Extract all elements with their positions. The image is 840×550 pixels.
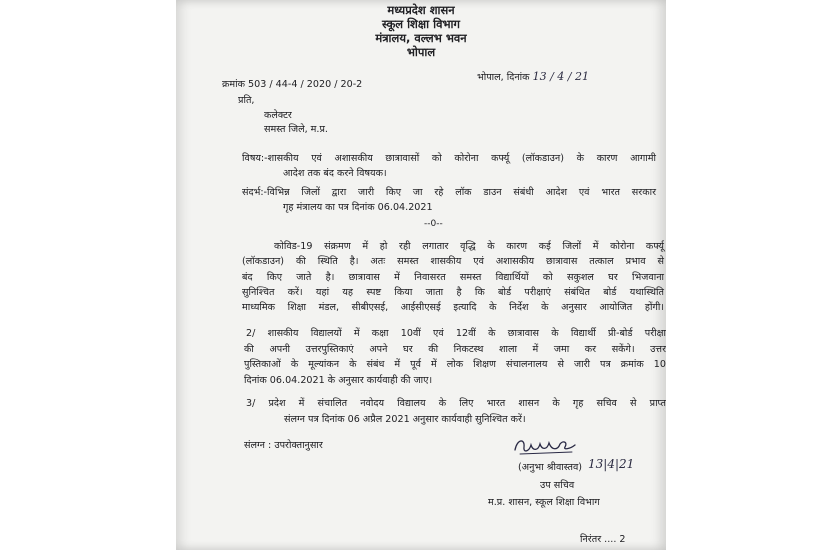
letterhead-department: स्कूल शिक्षा विभाग (381, 17, 461, 31)
signature-date: 13|4|21 (588, 457, 635, 471)
para1-line: सुनिश्चित करें। यहां यह स्पष्ट किया जाता है कि बोर्ड परीक्षाएं संबंधित बोर्ड यथास्थिति (242, 287, 664, 298)
continued-marker: निरंतर .... 2 (580, 534, 626, 545)
para1-line: कोविड-19 संक्रमण में हो रही लगातार वृद्धि के कारण कई जिलों में कोरोना कर्फ्यू (274, 241, 664, 252)
place-date (477, 71, 589, 84)
para1-line: (लॉकडाउन) की स्थिति है। अतः समस्त शासकीय एवं अशासकीय छात्रावास तत्काल प्रभाव से (242, 256, 664, 267)
subject-line-2: आदेश तक बंद करने विषयक। (283, 168, 387, 179)
para2-line: पुस्तिकाओं के मूल्यांकन के संबंध में पूर्व में लोक शिक्षण संचालनालय से जारी पत्र क्रमांक 10 (244, 359, 666, 370)
subject-line-1: विषय:-शासकीय एवं अशासकीय छात्रावासों को कोरोना कर्फ्यू (लॉकडाउन) के कारण आगामी (242, 153, 656, 164)
government-letter (176, 0, 666, 550)
para1-line: बंद किए जाते है। छात्रावास में निवासरत समस्त विद्यार्थियों को सकुशल घर भिजवाना (242, 272, 664, 283)
reference-line-1: संदर्भ:-विभिन्न जिलों द्वारा जारी किए जा रहे लॉक डाउन संबंधी आदेश एवं भारत सरकार (242, 187, 656, 198)
reference-line-2: गृह मंत्रालय का पत्र दिनांक 06.04.2021 (283, 202, 433, 213)
divider-mark: --0-- (424, 219, 443, 229)
signatory-office: म.प्र. शासन, स्कूल शिक्षा विभाग (488, 497, 600, 508)
para3-line: 3/ प्रदेश में संचालित नवोदय विद्यालय के लिए भारत शासन के गृह सचिव से प्राप्त (246, 398, 666, 409)
handwritten-date: 13 / 4 / 21 (532, 70, 589, 83)
signatory-name: (अनुभा श्रीवास्तव) (518, 462, 583, 473)
para2-line: 2/ शासकीय विद्यालयों में कक्षा 10वीं एवं 12वीं के छात्रावास के विद्यार्थी प्री-बोर्ड परीक्षा (246, 328, 666, 339)
place-date-label: भोपाल, दिनांक (477, 72, 530, 83)
prati-label: प्रति, (238, 95, 255, 106)
para1-line: माध्यमिक शिक्षा मंडल, सीबीएसई, आईसीएसई इत्यादि के निर्देश के अनुसार आयोजित होंगी। (242, 302, 664, 313)
signature-scribble (512, 433, 578, 457)
addressee-title: कलेक्टर (264, 110, 292, 121)
addressee-location: समस्त जिले, म.प्र. (264, 124, 328, 135)
letterhead-building: मंत्रालय, वल्लभ भवन (375, 31, 467, 45)
letter-number: क्रमांक 503 / 44-4 / 2020 / 20-2 (222, 79, 363, 90)
signatory-designation: उप सचिव (540, 480, 575, 491)
para3-line: संलग्न पत्र दिनांक 06 अप्रैल 2021 अनुसार कार्यवाही सुनिश्चित करें। (284, 414, 526, 425)
letterhead-city: भोपाल (406, 45, 436, 59)
enclosure-note: संलग्न : उपरोक्तानुसार (244, 440, 323, 451)
letterhead-government: मध्यप्रदेश शासन (387, 3, 455, 17)
para2-line: की अपनी उत्तरपुस्तिकाएं अपने घर की निकटस्थ शाला में जमा कर सकेंगे। उत्तर (244, 344, 666, 355)
para2-line: दिनांक 06.04.2021 के अनुसार कार्यवाही की जाए। (244, 375, 433, 386)
